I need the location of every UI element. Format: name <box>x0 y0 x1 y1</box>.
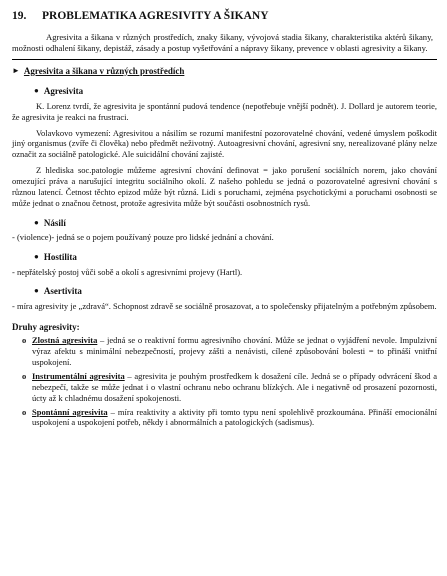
subheading-nasili <box>34 218 437 230</box>
druhy-heading: Druhy agresivity: <box>12 321 80 332</box>
triangle-bullet-icon: ► <box>12 66 20 76</box>
item-label: Spontánní agresivita <box>32 406 108 417</box>
item-label: Zlostná agresivita <box>32 335 98 346</box>
item-text: – míra reaktivity a aktivity při tomto typu není spolehlivě prozkoumána. Přináší emocionální uspokojení a uspokojení potřeb, někdy i abnormálních a patologických (sadismus). <box>32 406 437 428</box>
circle-bullet-icon: o <box>22 370 27 381</box>
item-label: Instrumentální agresivita <box>32 370 125 381</box>
circle-bullet-icon: o <box>22 335 27 346</box>
item-text: – agresivita je pouhým prostředkem k dosažení cíle. Jedná se o případy odvrácení škod a nebezpečí, takže se může jednat i o vlastní ochranu nebo ochranu blízkých. Ale i negativně od prosazení pozornosti, úcty až k chladnému dosažení spokojenosti. <box>32 370 437 403</box>
paragraph: K. Lorenz tvrdí, že agresivita je spontánní pudová tendence (nepotřebuje vnější podnět). J. Dollard je autorem teorie, že agresivita je reakci na frustraci. <box>12 100 437 122</box>
subheading-asertivita <box>34 286 437 298</box>
bullet-icon: ● <box>34 252 39 262</box>
paragraph: - (violence)- jedná se o pojem používaný pouze pro lidské jednání a chování. <box>12 232 274 243</box>
paragraph: - nepřátelský postoj vůči sobě a okolí s agresivními projevy (Hartl). <box>12 266 243 277</box>
list-item <box>22 371 437 404</box>
horizontal-rule <box>12 59 437 60</box>
subheading-text: Hostilita <box>43 252 77 263</box>
subheading-text: Asertivita <box>43 286 82 297</box>
chapter-number: 19. <box>12 10 27 22</box>
paragraph: Volavkovo vymezení: Agresivitou a násilím se rozumí manifestní pozorovatelné chování, vedené úmyslem poškodit jiný organismus (zvíře či člověka) nebo předmět neživotný. Autoagresivní chování, agresivní sny, nerealizované plány nelze označit za sociálně patologické. Ale suicidální chování zajisté. <box>12 127 437 160</box>
section-heading <box>12 66 437 78</box>
bullet-icon: ● <box>34 217 39 227</box>
chapter-intro: Agresivita a šikana v různých prostředích, znaky šikany, vývojová stadia šikany, charakteristika aktérů šikany, možnosti odhalení šikany, depistáž, zásady a postup vyšetřování a nápravy šikany, prevence v oblasti agresivity a šikany. <box>12 31 433 53</box>
subheading-agresivita <box>34 86 437 98</box>
chapter-heading <box>12 9 437 24</box>
document-page <box>12 9 437 431</box>
item-text: – jedná se o reaktivní formu agresivního chování. Může se jednat o vyjádření nevole. Impulzivní výraz afektu s minimální nebezpečností, projevy zášti a nenávisti, cílené způsobování bolesti = to přináší vnitřní uspokojení. <box>32 335 437 368</box>
subheading-hostilita <box>34 252 437 264</box>
section-title: Agresivita a šikana v různých prostředích <box>23 65 185 76</box>
circle-bullet-icon: o <box>22 406 27 417</box>
paragraph: - míra agresivity je „zdravá“. Schopnost zdravě se sociálně prosazovat, a to společensky přijatelným a potřebným způsobem. <box>12 300 437 311</box>
subheading-text: Agresivita <box>43 86 84 97</box>
list-item <box>22 335 437 368</box>
subheading-text: Násilí <box>43 217 66 228</box>
bullet-icon: ● <box>34 286 39 296</box>
bullet-icon: ● <box>34 86 39 96</box>
paragraph: Z hlediska soc.patologie můžeme agresivní chování definovat = jako porušení sociálních norem, jako chování omezující práva a narušující integritu sociálního okolí. Z našeho pohledu se jedná o pozorovatelné agresivní chování s různou latencí. Četnost těchto epizod může být různá. Lidi s poruchami, zejména psychotickými a poruchami osobnosti se může jednat o značnou četnost, protože agresivita může být součásti osobnostních rysů. <box>12 165 437 208</box>
chapter-title: PROBLEMATIKA AGRESIVITY A ŠIKANY <box>42 10 269 22</box>
list-item <box>22 407 437 429</box>
